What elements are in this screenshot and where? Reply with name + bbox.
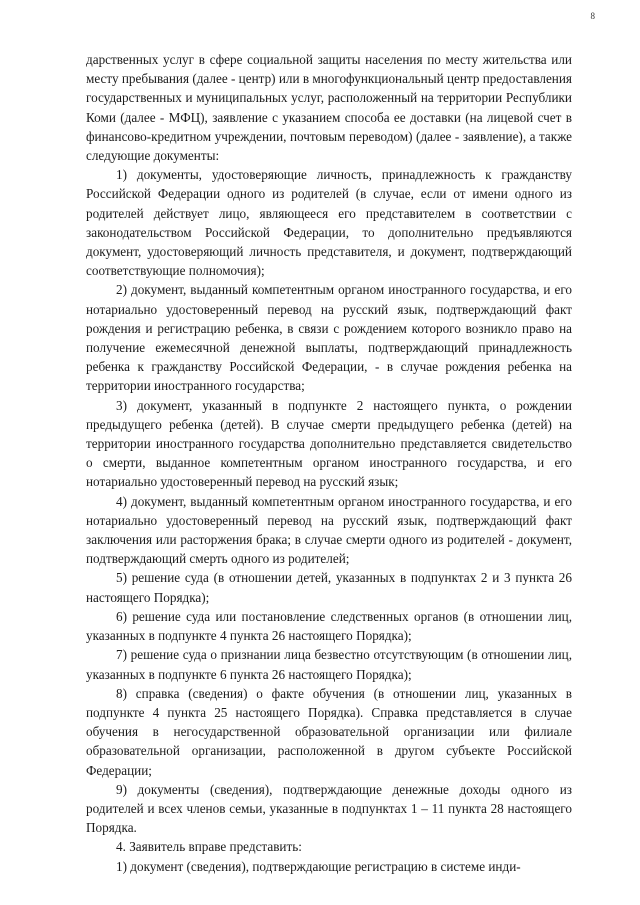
list-item: 8) справка (сведения) о факте обучения (в отношении лиц, указанных в подпункте 4 пункта 25 настоящего Порядка). Справка представляется в случае обучения в негосударственной образовательной организации или филиале образовательной организации, расположенной в другом субъекте Российской Федерации; bbox=[86, 685, 572, 778]
list-item: 5) решение суда (в отношении детей, указанных в подпунктах 2 и 3 пункта 26 настоящего Порядка); bbox=[86, 570, 572, 605]
list-item: 6) решение суда или постановление следственных органов (в отношении лиц, указанных в подпункте 4 пункта 26 настоящего Порядка); bbox=[86, 608, 572, 644]
page-number: 8 bbox=[590, 11, 595, 21]
document-body bbox=[86, 50, 572, 876]
list-item: 2) документ, выданный компетентным органом иностранного государства, и его нотариально удостоверенный перевод на русский язык, подтверждающий факт рождения и регистрацию ребенка, в связи с рождением которого возникло право на получение ежемесячной денежной выплаты, подтверждающий принадлежность ребенка к гражданству Российской Федерации, - в случае рождения ребенка на территории иностранного государства; bbox=[86, 282, 572, 394]
list-item: 1) документы, удостоверяющие личность, принадлежность к гражданству Российской Федерации одного из родителей (в случае, если от имени одного из родителей действует лицо, являющееся его представителем в соответствии с законодательством Российской Федерации, то дополнительно предъявляются документ, удостоверяющий личность представителя, и документ, подтверждающий соответствующие полномочия); bbox=[86, 167, 572, 279]
list-item: 4) документ, выданный компетентным органом иностранного государства, и его нотариально удостоверенный перевод на русский язык, подтверждающий факт заключения или расторжения брака; в случае смерти одного из родителей - документ, подтверждающий смерть одного из родителей; bbox=[86, 493, 572, 567]
list-item: 9) документы (сведения), подтверждающие денежные доходы одного из родителей и всех членов семьи, указанные в подпунктах 1 – 11 пункта 28 настоящего Порядка. bbox=[86, 781, 572, 836]
list-item: 7) решение суда о признании лица безвестно отсутствующим (в отношении лиц, указанных в подпункте 6 пункта 26 настоящего Порядка); bbox=[86, 647, 572, 682]
list-item: 3) документ, указанный в подпункте 2 настоящего пункта, о рождении предыдущего ребенка (детей). В случае смерти предыдущего ребенка (детей) на территории иностранного государства дополнительно представляется свидетельство о смерти, выданное компетентным органом иностранного государства, и его нотариально удостоверенный перевод на русский язык; bbox=[86, 397, 572, 490]
paragraph-continuation: дарственных услуг в сфере социальной защиты населения по месту жительства или месту пребывания (далее - центр) или в многофункциональный центр предоставления государственных и муниципальных услуг, расположенный на территории Республики Коми (далее - МФЦ), заявление с указанием способа ее доставки (на лицевой счет в финансово-кредитном учреждении, почтовым переводом) (далее - заявление), а также следующие документы: bbox=[86, 52, 572, 164]
section-heading: 4. Заявитель вправе представить: bbox=[116, 839, 302, 855]
list-item: 1) документ (сведения), подтверждающие регистрацию в системе инди- bbox=[116, 858, 521, 874]
